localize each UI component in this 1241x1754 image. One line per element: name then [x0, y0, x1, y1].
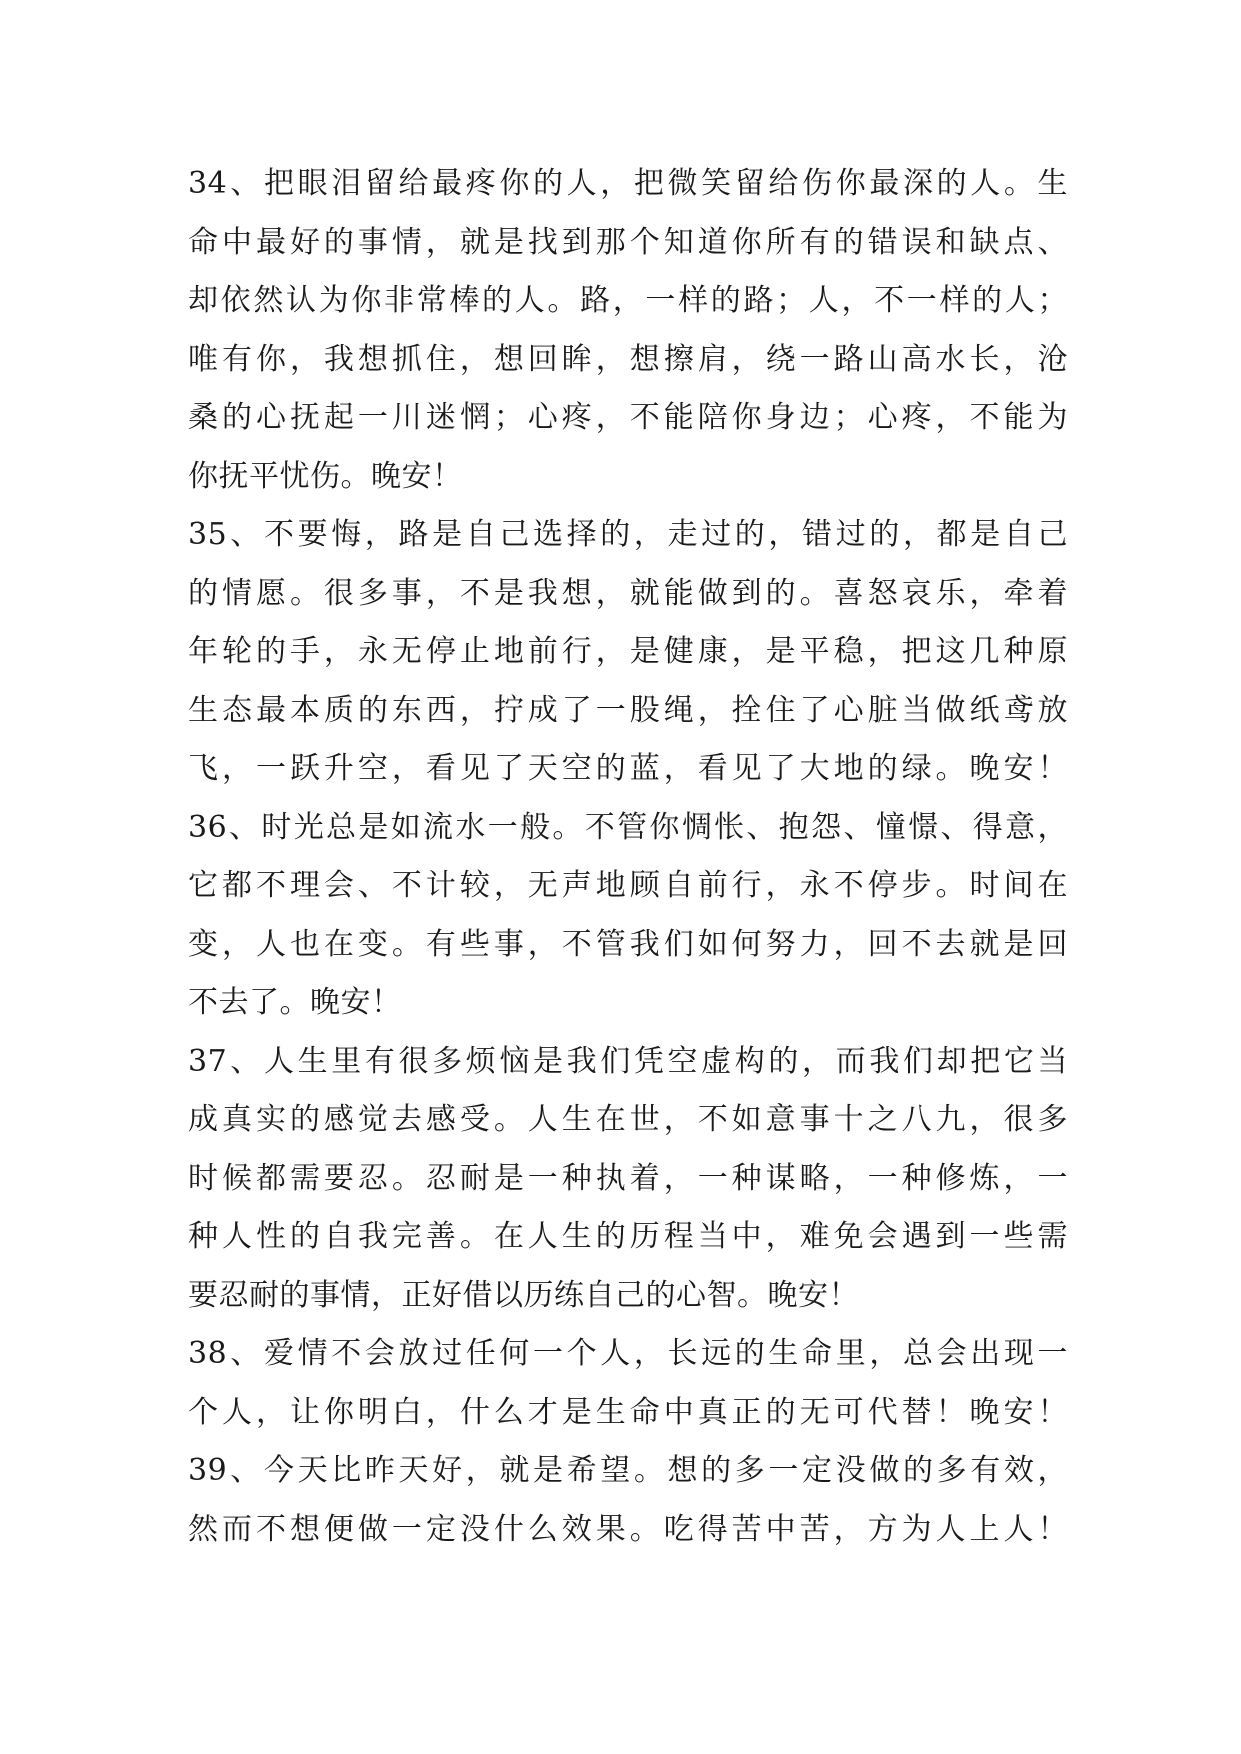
text-line: 命中最好的事情，就是找到那个知道你所有的错误和缺点、: [188, 224, 1068, 260]
text-line: 你抚平忧伤。晚安！: [188, 458, 463, 494]
document-body: [188, 155, 1068, 1559]
text-line: 34、把眼泪留给最疼你的人，把微笑留给伤你最深的人。生: [188, 166, 1068, 201]
text-line: 要忍耐的事情，正好借以历练自己的心智。晚安！: [188, 1277, 859, 1313]
text-line: 桑的心抚起一川迷惘；心疼，不能陪你身边；心疼，不能为: [188, 400, 1068, 435]
text-line: 成真实的感觉去感受。人生在世，不如意事十之八九，很多: [188, 1102, 1068, 1137]
text-line: 不去了。晚安！: [188, 985, 402, 1020]
text-line: 种人性的自我完善。在人生的历程当中，难免会遇到一些需: [188, 1219, 1068, 1254]
text-line: 却依然认为你非常棒的人。路，一样的路；人，不一样的人；: [188, 283, 1068, 318]
paragraph-37: [188, 1033, 1068, 1326]
paragraph-36: [188, 799, 1068, 1033]
text-line: 它都不理会、不计较，无声地顾自前行，永不停步。时间在: [188, 868, 1068, 903]
text-line: 36、时光总是如流水一般。不管你惆怅、抱怨、憧憬、得意，: [188, 809, 1068, 845]
text-line: 年轮的手，永无停止地前行，是健康，是平稳，把这几种原: [188, 634, 1068, 669]
paragraph-35: [188, 506, 1068, 799]
text-line: 个人，让你明白，什么才是生命中真正的无可代替！晚安！: [188, 1394, 1068, 1430]
paragraph-38: [188, 1325, 1068, 1442]
text-line: 37、人生里有很多烦恼是我们凭空虚构的，而我们却把它当: [188, 1043, 1068, 1079]
text-line: 39、今天比昨天好，就是希望。想的多一定没做的多有效，: [188, 1453, 1068, 1488]
text-line: 35、不要悔，路是自己选择的，走过的，错过的，都是自己: [188, 517, 1068, 552]
text-line: 生态最本质的东西，拧成了一股绳，拴住了心脏当做纸鸢放: [188, 692, 1068, 728]
text-line: 的情愿。很多事，不是我想，就能做到的。喜怒哀乐，牵着: [188, 575, 1068, 611]
text-line: 唯有你，我想抓住，想回眸，想擦肩，绕一路山高水长，沧: [188, 341, 1068, 377]
text-line: 飞，一跃升空，看见了天空的蓝，看见了大地的绿。晚安！: [188, 751, 1068, 786]
paragraph-39: [188, 1442, 1068, 1559]
text-line: 38、爱情不会放过任何一个人，长远的生命里，总会出现一: [188, 1336, 1068, 1371]
paragraph-34: [188, 155, 1068, 506]
text-line: 变，人也在变。有些事，不管我们如何努力，回不去就是回: [188, 926, 1068, 962]
text-line: 时候都需要忍。忍耐是一种执着，一种谋略，一种修炼，一: [188, 1160, 1068, 1196]
text-line: 然而不想便做一定没什么效果。吃得苦中苦，方为人上人！: [188, 1511, 1068, 1547]
